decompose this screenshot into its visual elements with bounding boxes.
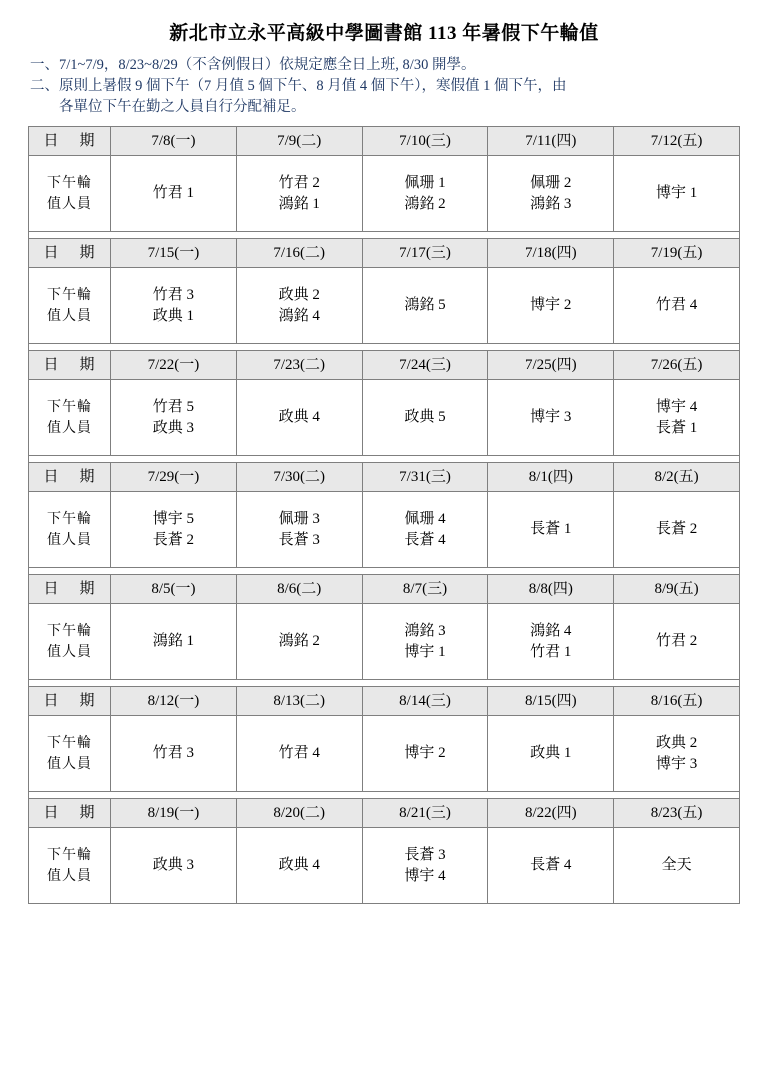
note-line-3 [30, 97, 740, 118]
duty-entry: 博宇 5 [152, 511, 195, 528]
duty-entry: 鴻銘 1 [278, 195, 320, 212]
duty-label-line1: 下午輪 [47, 399, 92, 415]
date-cell: 7/15(一) [111, 239, 237, 268]
duty-cell [236, 716, 362, 792]
date-cell: 7/31(三) [362, 463, 488, 492]
note-line-2 [30, 76, 740, 97]
table-row-duty [29, 156, 740, 232]
duty-label-line1: 下午輪 [47, 847, 92, 863]
duty-cell [614, 716, 740, 792]
table-row-duty [29, 492, 740, 568]
duty-entry: 佩珊 1 [404, 175, 446, 192]
notes-block [30, 55, 740, 118]
date-cell: 7/18(四) [488, 239, 614, 268]
row-label-date: 日 期 [29, 799, 111, 828]
duty-entry: 佩珊 3 [278, 511, 320, 528]
table-row-duty [29, 380, 740, 456]
duty-cell [362, 156, 488, 232]
row-spacer [29, 568, 740, 575]
duty-entry: 鴻銘 5 [404, 297, 446, 314]
duty-label-line1: 下午輪 [47, 623, 92, 639]
duty-entry: 博宇 2 [404, 745, 446, 762]
date-cell: 7/24(三) [362, 351, 488, 380]
duty-entry: 竹君 2 [655, 633, 698, 650]
duty-entry: 竹君 3 [152, 745, 195, 762]
duty-entry: 鴻銘 4 [530, 623, 572, 640]
row-label-duty [29, 268, 111, 344]
table-row-duty [29, 604, 740, 680]
date-cell: 8/15(四) [488, 687, 614, 716]
duty-cell [111, 268, 237, 344]
row-label-date: 日 期 [29, 351, 111, 380]
table-row-dates [29, 575, 740, 604]
date-cell: 7/16(二) [236, 239, 362, 268]
duty-entry: 博宇 1 [404, 643, 446, 660]
date-cell: 8/22(四) [488, 799, 614, 828]
duty-cell [236, 380, 362, 456]
date-cell: 8/21(三) [362, 799, 488, 828]
duty-cell [488, 492, 614, 568]
duty-cell [614, 380, 740, 456]
duty-entry: 鴻銘 1 [152, 633, 195, 650]
date-cell: 8/12(一) [111, 687, 237, 716]
duty-entry: 政典 1 [530, 745, 572, 762]
date-cell: 7/19(五) [614, 239, 740, 268]
note-text-3: 各單位下午在勤之人員自行分配補足。 [59, 99, 306, 116]
date-cell: 8/5(一) [111, 575, 237, 604]
duty-entry: 長蒼 1 [530, 521, 572, 538]
duty-label-line2: 值人員 [47, 644, 92, 660]
duty-entry: 竹君 3 [152, 287, 195, 304]
duty-entry: 佩珊 4 [404, 511, 446, 528]
duty-entry: 竹君 4 [655, 297, 698, 314]
date-cell: 8/23(五) [614, 799, 740, 828]
note-marker-2: 二、 [30, 78, 59, 95]
duty-entry: 長蒼 2 [655, 521, 698, 538]
row-label-date: 日 期 [29, 575, 111, 604]
duty-entry: 政典 2 [655, 735, 698, 752]
duty-entry: 鴻銘 2 [404, 195, 446, 212]
duty-entry: 竹君 5 [152, 399, 195, 416]
date-cell: 7/17(三) [362, 239, 488, 268]
row-label-duty [29, 604, 111, 680]
duty-cell [488, 380, 614, 456]
table-row-dates [29, 463, 740, 492]
duty-cell [236, 828, 362, 904]
duty-entry: 鴻銘 3 [404, 623, 446, 640]
note-marker-1: 一、 [30, 57, 59, 73]
row-label-duty [29, 492, 111, 568]
table-row-dates [29, 239, 740, 268]
date-cell: 8/7(三) [362, 575, 488, 604]
date-cell: 8/9(五) [614, 575, 740, 604]
duty-entry: 政典 4 [278, 409, 320, 426]
duty-cell [362, 380, 488, 456]
note-text-1: 7/1~7/9，8/23~8/29（不含例假日）依規定應全日上班, 8/30 開學。 [59, 57, 476, 73]
duty-entry: 長蒼 3 [278, 531, 320, 548]
table-row-duty [29, 828, 740, 904]
duty-entry: 博宇 3 [530, 409, 572, 426]
duty-entry: 長蒼 3 [404, 847, 446, 864]
row-label-date: 日 期 [29, 127, 111, 156]
date-cell: 7/22(一) [111, 351, 237, 380]
date-cell: 7/29(一) [111, 463, 237, 492]
table-row-dates [29, 799, 740, 828]
duty-entry: 長蒼 4 [404, 531, 446, 548]
duty-entry: 政典 3 [152, 419, 195, 436]
date-cell: 7/12(五) [614, 127, 740, 156]
date-cell: 7/30(二) [236, 463, 362, 492]
date-cell: 8/16(五) [614, 687, 740, 716]
duty-entry: 竹君 2 [278, 175, 320, 192]
spacer-cell [29, 456, 740, 463]
duty-entry: 博宇 4 [404, 867, 446, 884]
date-cell: 7/25(四) [488, 351, 614, 380]
duty-entry: 竹君 1 [152, 185, 195, 202]
date-cell: 7/9(二) [236, 127, 362, 156]
duty-entry: 政典 2 [278, 287, 320, 304]
duty-label-line2: 值人員 [47, 196, 92, 212]
duty-cell [111, 492, 237, 568]
duty-entry: 政典 4 [278, 857, 320, 874]
duty-cell [362, 492, 488, 568]
duty-label-line1: 下午輪 [47, 735, 92, 751]
row-label-date: 日 期 [29, 687, 111, 716]
duty-label-line2: 值人員 [47, 420, 92, 436]
table-row-dates [29, 351, 740, 380]
table-row-dates [29, 687, 740, 716]
date-cell: 7/23(二) [236, 351, 362, 380]
duty-entry: 竹君 1 [530, 643, 572, 660]
duty-cell [111, 828, 237, 904]
duty-entry: 鴻銘 3 [530, 195, 572, 212]
date-cell: 8/19(一) [111, 799, 237, 828]
duty-cell [111, 380, 237, 456]
duty-entry: 政典 1 [152, 307, 195, 324]
date-cell: 7/26(五) [614, 351, 740, 380]
date-cell: 8/20(二) [236, 799, 362, 828]
date-cell: 8/13(二) [236, 687, 362, 716]
date-cell: 8/1(四) [488, 463, 614, 492]
duty-entry: 博宇 3 [655, 755, 698, 772]
spacer-cell [29, 568, 740, 575]
duty-cell [614, 268, 740, 344]
row-label-date: 日 期 [29, 463, 111, 492]
duty-entry: 長蒼 1 [655, 419, 698, 436]
duty-label-line1: 下午輪 [47, 175, 92, 191]
duty-cell [362, 828, 488, 904]
duty-entry: 全天 [661, 857, 692, 874]
duty-label-line2: 值人員 [47, 532, 92, 548]
spacer-cell [29, 232, 740, 239]
table-row-duty [29, 716, 740, 792]
table-row-duty [29, 268, 740, 344]
spacer-cell [29, 680, 740, 687]
date-cell: 8/8(四) [488, 575, 614, 604]
duty-entry: 博宇 1 [655, 185, 698, 202]
row-label-duty [29, 380, 111, 456]
row-spacer [29, 792, 740, 799]
duty-cell [236, 604, 362, 680]
duty-cell [614, 828, 740, 904]
date-cell: 7/11(四) [488, 127, 614, 156]
duty-cell [236, 268, 362, 344]
date-cell: 8/6(二) [236, 575, 362, 604]
duty-cell [488, 828, 614, 904]
duty-cell [362, 604, 488, 680]
duty-entry: 博宇 2 [530, 297, 572, 314]
duty-entry: 鴻銘 2 [278, 633, 320, 650]
duty-cell [488, 716, 614, 792]
row-label-duty [29, 828, 111, 904]
duty-cell [362, 268, 488, 344]
duty-entry: 長蒼 2 [152, 531, 195, 548]
duty-label-line2: 值人員 [47, 308, 92, 324]
date-cell: 8/2(五) [614, 463, 740, 492]
duty-label-line1: 下午輪 [47, 511, 92, 527]
date-cell: 7/8(一) [111, 127, 237, 156]
duty-schedule-table [28, 126, 740, 904]
date-cell: 8/14(三) [362, 687, 488, 716]
row-label-date: 日 期 [29, 239, 111, 268]
row-spacer [29, 232, 740, 239]
table-row-dates [29, 127, 740, 156]
spacer-cell [29, 792, 740, 799]
row-spacer [29, 344, 740, 351]
duty-entry: 佩珊 2 [530, 175, 572, 192]
note-text-2: 原則上暑假 9 個下午（7 月值 5 個下午、8 月值 4 個下午），寒假值 1 個下午，由 [59, 78, 567, 95]
duty-cell [111, 716, 237, 792]
duty-cell [488, 268, 614, 344]
row-spacer [29, 680, 740, 687]
schedule-body [29, 127, 740, 904]
date-cell: 7/10(三) [362, 127, 488, 156]
spacer-cell [29, 344, 740, 351]
row-spacer [29, 456, 740, 463]
duty-cell [236, 156, 362, 232]
duty-cell [614, 604, 740, 680]
duty-label-line2: 值人員 [47, 756, 92, 772]
note-line-1 [30, 55, 740, 76]
duty-cell [614, 156, 740, 232]
duty-entry: 政典 5 [404, 409, 446, 426]
duty-cell [488, 604, 614, 680]
duty-label-line2: 值人員 [47, 868, 92, 884]
duty-cell [111, 604, 237, 680]
page-title: 新北市立永平高級中學圖書館 113 年暑假下午輪值 [169, 23, 599, 44]
duty-cell [488, 156, 614, 232]
duty-entry: 博宇 4 [655, 399, 698, 416]
duty-entry: 政典 3 [152, 857, 195, 874]
duty-entry: 竹君 4 [278, 745, 320, 762]
duty-cell [614, 492, 740, 568]
row-label-duty [29, 156, 111, 232]
row-label-duty [29, 716, 111, 792]
duty-cell [362, 716, 488, 792]
duty-entry: 鴻銘 4 [278, 307, 320, 324]
duty-cell [111, 156, 237, 232]
duty-entry: 長蒼 4 [530, 857, 572, 874]
duty-label-line1: 下午輪 [47, 287, 92, 303]
duty-cell [236, 492, 362, 568]
